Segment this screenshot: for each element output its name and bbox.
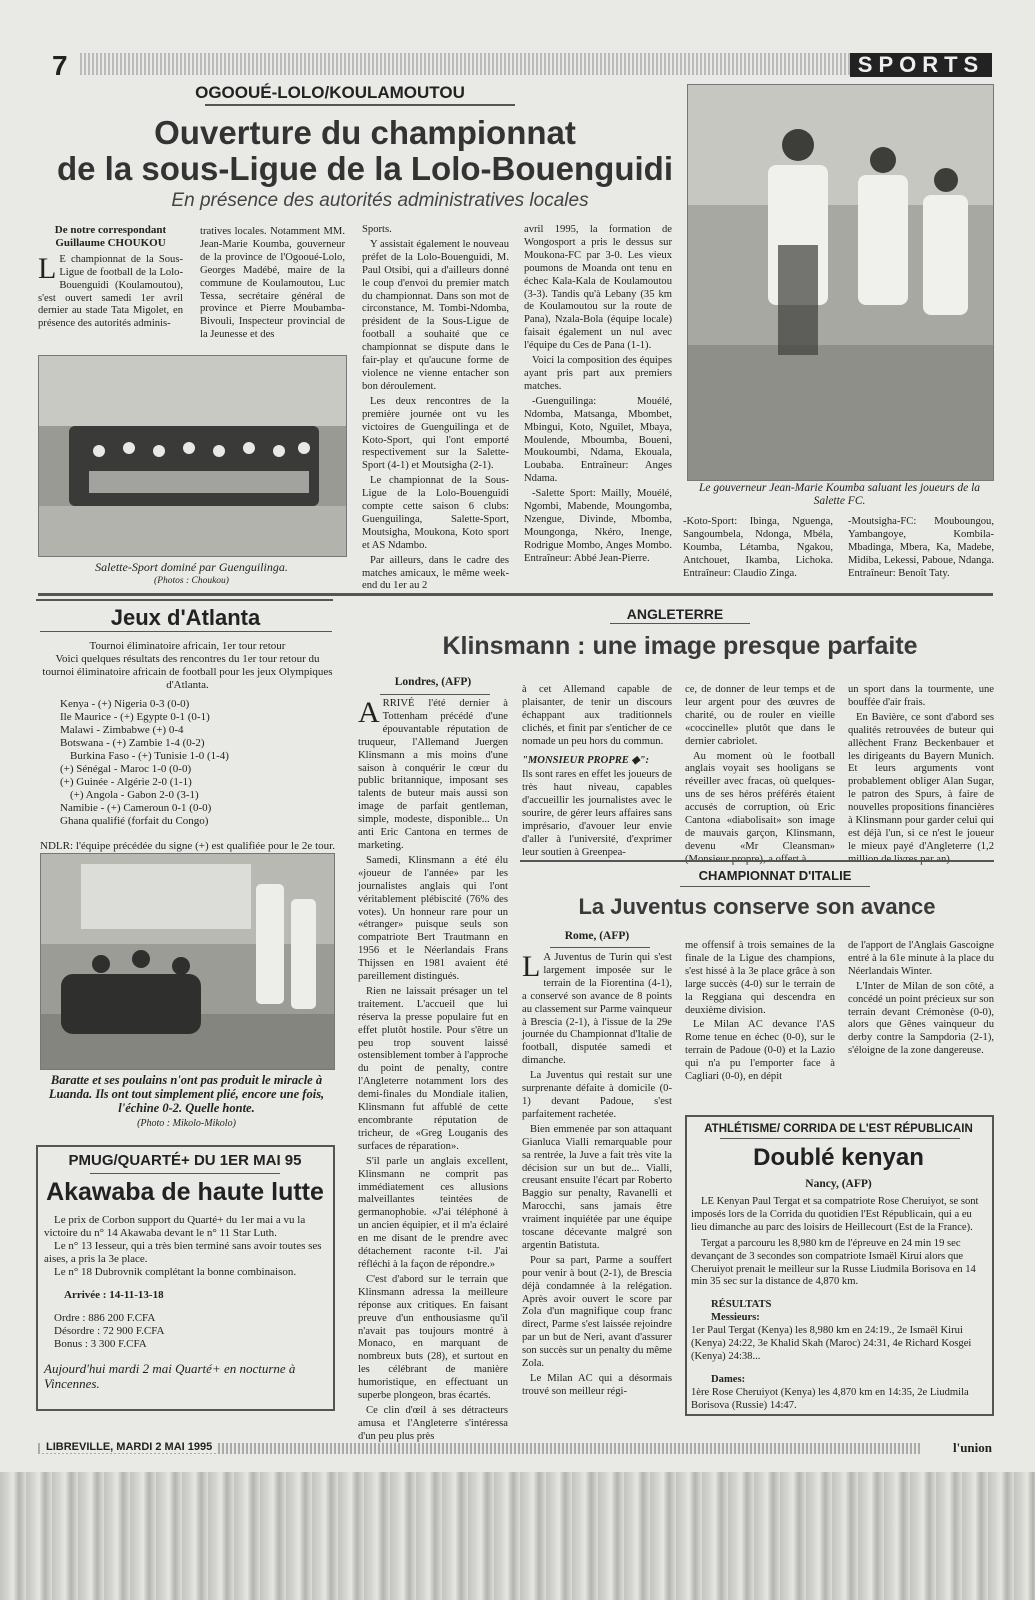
paragraph: L'Inter de Milan de son côté, a concédé un point précieux sur son terrain devant Crémonèse (0-0), alors que Gênes vainqueur du derby contre la Sampdoria (2-1), s'éloigne de la zone dangereuse.: [848, 980, 994, 1057]
moutsigha-lineup: -Moutsigha-FC: Mouboungou, Yambangoye, Kombila-Mbadinga, Mbera, Ka, Madebe, Midiba, Lekessi, Paboue, Ndanga. Entraîneur: Benoît Taty.: [848, 516, 994, 579]
section-title: SPORTS: [850, 53, 992, 77]
paragraph: Le Milan AC qui a désormais trouvé son meilleur régi-: [522, 1373, 672, 1397]
paragraph: Le n° 18 Dubrovnik complétant la bonne combinaison.: [54, 1266, 297, 1278]
baratte-photo-illustration: [41, 854, 334, 1069]
result-row: Kenya - (+) Nigeria 0-3 (0-0): [60, 697, 190, 710]
klinsmann-col3: [685, 684, 835, 869]
klinsmann-col2: [522, 684, 672, 862]
footer-logo: l'union: [922, 1440, 992, 1456]
result-row: Namibie - (+) Cameroun 0-1 (0-0): [60, 801, 212, 814]
atlanta-results: [60, 698, 335, 828]
paragraph: Par ailleurs, dans le cadre des matches amicaux, le même week-end du 1er au 2: [362, 554, 509, 592]
photo2-caption: Le gouverneur Jean-Marie Koumba saluant les joueurs de la Salette FC.: [698, 482, 981, 507]
juventus-col1: [522, 952, 672, 1401]
result-row: (+) Guinée - Algérie 2-0 (1-1): [60, 775, 192, 788]
klinsmann-title: Klinsmann : une image presque parfaite: [442, 632, 918, 660]
pmug-body: [44, 1214, 327, 1391]
arrivee: Arrivée : 14-11-13-18: [64, 1289, 164, 1301]
pmug-note: Aujourd'hui mardi 2 mai Quarté+ en nocturne à Vincennes.: [44, 1361, 296, 1391]
paragraph: me offensif à trois semaines de la finale de la Ligue des champions, s'est hissé à la 3e place grâce à son large succès (4-0) sur le terrain de la Reggiana qui descendra en deuxième division.: [685, 940, 835, 1016]
pmug-title: Akawaba de haute lutte: [46, 1178, 324, 1206]
paragraph: La Juventus qui restait sur une surprenante défaite à domicile (0-1) devant Padoue, s'est parfaitement rachetée.: [522, 1070, 672, 1120]
atlanta-intro1: Tournoi éliminatoire africain, 1er tour retour: [89, 640, 286, 652]
scan-noise: [0, 1472, 1035, 1600]
paragraph: avril 1995, la formation de Wongosport a pris le dessus sur Moukona-FC par 3-0. Les vieux poumons de Moanda ont tenu en échec Kala-Kala de Koulamoutou (3-3). Tandis qu'à Lebany (35 km de Koulamoutou sur la route de Pana), Nzala-Bola (équipe locale) faisait également un nul avec l'équipe du Ces de Pana (1-1).: [524, 224, 672, 352]
pmug-kicker: PMUG/QUARTÉ+ DU 1ER MAI 95: [68, 1152, 302, 1169]
women-title: Dames:: [711, 1373, 746, 1385]
paragraph: -Guenguilinga: Mouélé, Ndomba, Matsanga, Mbombet, Mbingui, Koto, Nguilet, Mbaya, Moulende, Mboumba, Boueni, Moukoumbi, Ndama, Ekouala, Loubaba. Entraîneur: Anges Ndama.: [524, 395, 672, 485]
klinsmann-col4: [848, 684, 994, 869]
paragraph: Le Milan AC devance l'AS Rome tenue en échec (0-0), sur le terrain de Padoue (0-0) et la Lazio qui n'a pu l'emporter face à Cagliari (0-0), en dépit: [685, 1019, 835, 1083]
desordre: Désordre : 72 900 F.CFA: [54, 1325, 165, 1337]
results-title: RÉSULTATS: [711, 1299, 772, 1311]
page-number: 7: [52, 50, 68, 81]
result-row: Malawi - Zimbabwe (+) 0-4: [60, 723, 184, 736]
divider: [720, 1138, 960, 1139]
article1-col2: tratives locales. Notamment MM. Jean-Marie Koumba, gouverneur de la province de l'Ogooué-Lolo, Georges Madébé, maire de la commune de Koulamoutou, Luc Tessa, secrétaire général de province et Pierre Moubamba-Bivouli, Inspecteur provincial de la Jeunesse et des: [200, 226, 345, 341]
paragraph: Sports.: [362, 224, 392, 235]
governor-photo-illustration: [688, 85, 993, 480]
paragraph: En Bavière, ce sont d'abord ses qualités retrouvées de buteur qui allèchent Franz Beckenbauer et les dirigeants du Bayern Munich. Et leurs arguments vont probablement obliger Alan Sugar, le patron des Spurs, à faire de nouvelles propositions financières à Klinsmann pour garder celui qui est déjà l'un, si ce n'est le joueur le mieux payé d'Angleterre (1,2: [848, 711, 994, 852]
atlanta-ndlr: NDLR: l'équipe précédée du signe (+) est qualifiée pour le 2e tour.: [40, 839, 335, 852]
koto-lineup: -Koto-Sport: Ibinga, Nguenga, Sangoumbela, Ndonga, Mbéla, Koumba, Létamba, Ngakou, Antchouet, Ikamba, Lichoka. Entraîneur: Claudio Zinga.: [683, 516, 833, 579]
juventus-title: La Juventus conserve son avance: [578, 894, 936, 919]
paragraph: LE Kenyan Paul Tergat et sa compatriote Rose Cheruiyot, se sont imposés lors de la Corrida du quotidien l'Est Républicain, qui a eu lieu dimanche au parc des loisirs de Heillecourt (Est de la France).: [691, 1196, 979, 1233]
paragraph: Samedi, Klinsmann a été élu «joueur de l'année» par les journalistes anglais qui l'ont véritablement plébiscité (76% des votes). Un honneur rare pour un «étranger» puisque seuls son compatriote Bert Trautmann en 1956 et le Néerlandais Frans Thijssen en 1981 avaient été pareillement distingués.: [358, 854, 508, 983]
photo-team-salette: [38, 355, 347, 557]
divider: [380, 694, 490, 695]
men-title: Messieurs:: [711, 1312, 760, 1324]
paragraph: un sport dans la tourmente, une bouffée d'air frais.: [848, 684, 994, 708]
result-row: Botswana - (+) Zambie 1-4 (0-2): [60, 736, 205, 749]
baratte-credit: (Photo : Mikolo-Mikolo): [137, 1118, 236, 1129]
divider: [550, 947, 650, 948]
footer-date: LIBREVILLE, MARDI 2 MAI 1995: [42, 1441, 216, 1453]
byline-2: Guillaume CHOUKOU: [55, 236, 166, 249]
paragraph: Y assistait également le nouveau préfet de la Lolo-Bouenguidi, M. Paul Otsibi, qui a d'ailleurs donné le coup d'envoi du premier match du championnat. Dans son mot de circonstance, M. Tombi-Ndomba, président de la Sous-Ligue de football a souhaité que ce championnat se dispute dans le fair-play et qu'aucune forme de violence ne vienne entacher son bon déroulement.: [362, 238, 509, 392]
photo1-caption: Salette-Sport dominé par Guenguilinga.: [95, 560, 288, 574]
divider: [680, 886, 870, 887]
paragraph: Tergat a parcouru les 8,980 km de l'épreuve en 24 min 19 sec devançant de 3 secondes son compatriote Ismaël Kirui alors que Cheruiyot prenait le meilleur sur la Russe Liudmila Borisova en 14 min 35 sec sur la distance de 4,870 km.: [691, 1237, 976, 1288]
photo1-credit: (Photos : Choukou): [154, 576, 229, 586]
atlanta-title: Jeux d'Atlanta: [110, 605, 261, 630]
paragraph: à cet Allemand capable de plaisanter, de tenir un discours échappant aux traditionnels clichés, et finit par s'enticher de ce nomade un peu hors du commun.: [522, 684, 672, 747]
paragraph: A Juventus de Turin qui s'est largement imposée sur le terrain de la Fiorentina (4-1), a conservé son avance de 8 points au classement sur Parme vainqueur à Brescia (2-1), à l'issue de la 29e journée du Championnat d'Italie de football, disputée samedi et dimanche.: [522, 952, 672, 1067]
dropcap: L: [38, 251, 57, 285]
paragraph: RRIVÉ l'été dernier à Tottenham précédé d'une épouvantable réputation de truqueur, l'Allemand Juergen Klinsmann a mis moins d'une saison à conquérir le cœur du public britannique, imposant ses talents de buteur mais aussi son image de parfait gentleman, simple, modeste, disponible... Un anti Eric Cantona en termes de marketing.: [358, 698, 508, 851]
baratte-caption: Baratte et ses poulains n'ont pas produit le miracle à Luanda. Ils ont tout simplement plié, encore une fois, l'échine 0-2. Quelle honte.: [48, 1073, 325, 1115]
paragraph: ce, de donner de leur temps et de leur argent pour des œuvres de charité, ou de rouler en vieille «coccinelle» plutôt que dans le dernier cabriolet.: [685, 684, 835, 747]
kenyan-title: Doublé kenyan: [753, 1144, 924, 1171]
paragraph: Ils sont rares en effet les joueurs de très haut niveau, capables d'accueillir les journalistes avec le sourire, de gérer leurs affaires sans imprésario, d'avouer leur envie d'aller à l'université, d'exprimer leur soutien à Greenpea-: [522, 769, 672, 858]
paragraph: S'il parle un anglais excellent, Klinsmann ne comprit pas immédiatement ces allusions malveillantes teintées de germanophobie. «J'ai téléphoné à un ancien équipier, et il m'a éclairé en me disant de le prendre avec détachement raconte t-il. J'ai réfléchi à la façon de répondre.»: [358, 1155, 508, 1270]
divider: [38, 593, 993, 596]
photo-governor: [687, 84, 994, 481]
divider: [610, 623, 750, 624]
atlanta-body: [40, 640, 335, 865]
article1-title-line2: de la sous-Ligue de la Lolo-Bouenguidi: [56, 150, 673, 187]
divider: [205, 104, 515, 106]
article1-col1-text: E championnat de la Sous-Ligue de football de la Lolo-Bouenguidi (Koulamoutou), s'est ouvert samedi 1er avril dernier au stade Tata Migolet, en présence des autorités adminis-: [38, 253, 183, 330]
paragraph: Les deux rencontres de la première journée ont vu les victoires de Guenguilinga et de Koto-Sport, qui l'ont emporté respectivement sur la Salette-Sport (4-1) et Moutsigha (2-1).: [362, 395, 509, 472]
paragraph: Pour sa part, Parme a souffert pour venir à bout (2-1), de Brescia déjà condamnée à la relégation. Après avoir ouvert le score par Zola d'un magnifique coup franc direct, Parme s'est laissée rejoindre par un but de Neri, avant d'assurer son succès sur un penalty du même Zola.: [522, 1254, 672, 1370]
paragraph: Le prix de Corbon support du Quarté+ du 1er mai a vu la victoire du n° 14 Akawaba devant le n° 11 Star Luth.: [44, 1214, 306, 1239]
divider: [520, 860, 994, 862]
kenyan-dateline: Nancy, (AFP): [805, 1178, 872, 1190]
klinsmann-dateline: Londres, (AFP): [394, 676, 472, 688]
paragraph: Bien emmenée par son attaquant Gianluca Vialli remarquable pour sa rentrée, la Juve a fait très vite la décision sur un but de... Vialli, creusant ensuite l'écart par Roberto Baggio sur penalty, Ravanelli et Marocchi, sans jamais être vraiment inquiétée par une équipe toscane décevante malgré son argentin Batistuta.: [522, 1123, 672, 1251]
result-row: Burkina Faso - (+) Tunisie 1-0 (1-4): [70, 749, 229, 762]
women-results: 1ère Rose Cheruiyot (Kenya) les 4,870 km en 14:35, 2e Liudmila Borisova (Russie) 14:47.: [691, 1386, 969, 1411]
paragraph: Le n° 13 Iesseur, qui a très bien terminé sans avoir toutes ses aises, a pris la 3e place.: [44, 1240, 322, 1265]
subhead: "MONSIEUR PROPRE ◆":: [522, 754, 650, 766]
men-results: 1er Paul Tergat (Kenya) les 8,980 km en 24:19., 2e Ismaël Kirui (Kenya) 24:22, 3e Khalid Skah (Maroc) 24:31, 4e Richard Kosgei (Kenya) 24:38...: [691, 1325, 972, 1362]
byline-1: De notre correspondant: [54, 224, 167, 236]
paragraph: de l'apport de l'Anglais Gascoigne entré à la 61e minute à la place du Néerlandais Winter.: [848, 940, 994, 977]
dropcap: L: [522, 950, 541, 983]
photo-baratte: [40, 853, 335, 1070]
paragraph: Le championnat de la Sous-Ligue de la Lolo-Bouenguidi compte cette saison 6 clubs: Guenguilinga, Salette-Sport, Moutsigha, Moukona, Koto sport et AS Ndambo.: [362, 475, 509, 551]
article1-title-line1: Ouverture du championnat: [154, 114, 576, 151]
kenyan-kicker: ATHLÉTISME/ CORRIDA DE L'EST RÉPUBLICAIN: [704, 1123, 973, 1135]
article1-col3: [362, 224, 509, 595]
paragraph: C'est d'abord sur le terrain que Klinsmann adressa la meilleure réponse aux critiques. En faisant preuve d'un enthousiasme qu'il n'avait pas toujours montré à Monaco, en marquant de nombreux buts (28), et surtout en les célébrant de manière humoristique, en effectuant un superbe plongeon, bras écartés.: [358, 1273, 508, 1402]
team-photo-illustration: [39, 356, 346, 556]
header-band: [80, 53, 850, 75]
article1-col1: [38, 224, 183, 331]
juventus-dateline: Rome, (AFP): [564, 930, 630, 942]
klinsmann-kicker: ANGLETERRE: [626, 606, 724, 622]
juventus-col3: [848, 940, 994, 1060]
paragraph: Rien ne laissait présager un tel traitement. L'accueil que lui réserva la presse populaire fut en effet plutôt hostile. Pour s'être un peu trop souvent laissé ostensiblement tomber à l'approche du point de penalty, contre l'Angleterre notamment lors des demi-finales du Mondiale italien, Klinsmann fut affublé de cette encombrante réputation de tricheur, de «Greg Louganis des surfaces de réparation».: [358, 985, 508, 1152]
article1-subtitle: En présence des autorités administratives locales: [171, 190, 589, 211]
juventus-kicker: CHAMPIONNAT D'ITALIE: [698, 868, 852, 883]
result-row: Ghana qualifié (forfait du Congo): [60, 814, 209, 827]
paragraph: Ce clin d'œil à ses détracteurs amusa et l'Angleterre s'intéressa d'un peu plus près: [358, 1404, 508, 1442]
result-row: Ile Maurice - (+) Egypte 0-1 (0-1): [60, 710, 210, 723]
klinsmann-col1: [358, 698, 508, 1446]
paragraph: Voici la composition des équipes ayant pris part aux premiers matches.: [524, 355, 672, 392]
result-row: (+) Sénégal - Maroc 1-0 (0-0): [60, 762, 192, 775]
divider: [40, 631, 332, 632]
atlanta-intro2: Voici quelques résultats des rencontres du 1er tour retour du tournoi éliminatoire africain de football pour les jeux Olympiques d'Atlanta.: [42, 652, 333, 691]
kenyan-body: [691, 1196, 985, 1413]
bonus: Bonus : 3 300 F.CFA: [54, 1338, 147, 1350]
dropcap: A: [358, 696, 380, 729]
ordre: Ordre : 886 200 F.CFA: [54, 1312, 156, 1324]
paragraph: Au moment où le football anglais voyait ses hooligans se réveiller avec fracas, où quelques-uns de ses héros préférés étaient accusés de corruption, où Eric Cantona «diabolisait» son image de mauvais garçon, Klinsmann, devenu «Mr Cleansman»: [685, 750, 835, 852]
divider: [90, 1173, 280, 1174]
result-row: (+) Angola - Gabon 2-0 (3-1): [70, 788, 199, 801]
paragraph: -Salette Sport: Mailly, Mouélé, Ngombi, Mabende, Moungomba, Nzengue, Divinde, Mbomba, Moungonga, Nkéro, Inenge, Rodrigue Mombo, Anges Mombo. Entraîneur: Abbé Jean-Pierre.: [524, 488, 672, 564]
juventus-col2: [685, 940, 835, 1086]
article1-kicker: OGOOUÉ-LOLO/KOULAMOUTOU: [195, 83, 465, 102]
article1-col4: [524, 224, 672, 568]
